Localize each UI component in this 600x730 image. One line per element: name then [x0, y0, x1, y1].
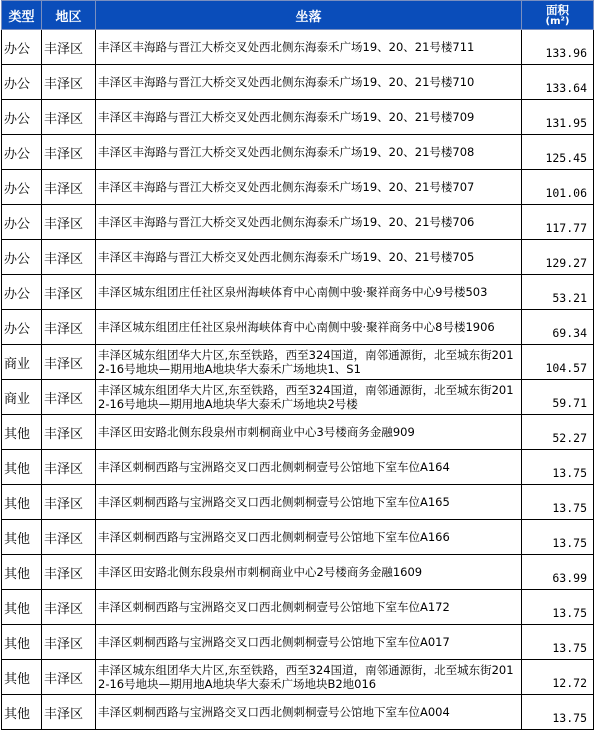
header-area: [522, 1, 594, 30]
cell-type: 办公: [2, 30, 42, 65]
cell-type: 其他: [2, 450, 42, 485]
cell-district: 丰泽区: [42, 380, 96, 415]
cell-type: 其他: [2, 590, 42, 625]
cell-type: 其他: [2, 520, 42, 555]
cell-location: 丰泽区丰海路与晋江大桥交叉处西北侧东海泰禾广场19、20、21号楼708: [96, 135, 522, 170]
cell-district: 丰泽区: [42, 345, 96, 380]
table-header-row: [2, 1, 594, 30]
table-row: [2, 100, 594, 135]
cell-type: 办公: [2, 275, 42, 310]
table-row: [2, 450, 594, 485]
cell-location: 丰泽区丰海路与晋江大桥交叉处西北侧东海泰禾广场19、20、21号楼705: [96, 240, 522, 275]
cell-district: 丰泽区: [42, 450, 96, 485]
cell-location: 丰泽区刺桐西路与宝洲路交叉口西北侧刺桐壹号公馆地下室车位A166: [96, 520, 522, 555]
cell-area: 69.34: [522, 310, 594, 345]
cell-district: 丰泽区: [42, 555, 96, 590]
table-row: [2, 625, 594, 660]
cell-area: 52.27: [522, 415, 594, 450]
cell-location: 丰泽区田安路北侧东段泉州市刺桐商业中心2号楼商务金融1609: [96, 555, 522, 590]
cell-location: 丰泽区刺桐西路与宝洲路交叉口西北侧刺桐壹号公馆地下室车位A165: [96, 485, 522, 520]
cell-type: 商业: [2, 380, 42, 415]
cell-district: 丰泽区: [42, 205, 96, 240]
cell-area: 13.75: [522, 590, 594, 625]
header-area-label: 面积: [546, 2, 569, 17]
property-table: [1, 0, 594, 730]
header-area-unit: (m²): [545, 15, 570, 27]
cell-location: 丰泽区刺桐西路与宝洲路交叉口西北侧刺桐壹号公馆地下室车位A164: [96, 450, 522, 485]
table-row: [2, 590, 594, 625]
cell-area: 101.06: [522, 170, 594, 205]
table-row: [2, 135, 594, 170]
cell-location: 丰泽区丰海路与晋江大桥交叉处西北侧东海泰禾广场19、20、21号楼707: [96, 170, 522, 205]
header-district: 地区: [42, 1, 96, 30]
cell-area: 63.99: [522, 555, 594, 590]
cell-district: 丰泽区: [42, 170, 96, 205]
cell-district: 丰泽区: [42, 65, 96, 100]
cell-type: 其他: [2, 485, 42, 520]
cell-area: 13.75: [522, 695, 594, 730]
table-row: [2, 65, 594, 100]
cell-area: 13.75: [522, 520, 594, 555]
cell-type: 其他: [2, 695, 42, 730]
cell-location: 丰泽区城东组团华大片区,东至铁路，西至324国道，南邻通源街，北至城东街2012-16号地块—期用地A地块华大泰禾广场地块2号楼: [96, 380, 522, 415]
table-row: [2, 240, 594, 275]
cell-location: 丰泽区刺桐西路与宝洲路交叉口西北侧刺桐壹号公馆地下室车位A172: [96, 590, 522, 625]
cell-district: 丰泽区: [42, 240, 96, 275]
cell-location: 丰泽区田安路北侧东段泉州市刺桐商业中心3号楼商务金融909: [96, 415, 522, 450]
cell-type: 办公: [2, 100, 42, 135]
header-location: 坐落: [96, 1, 522, 30]
cell-district: 丰泽区: [42, 30, 96, 65]
cell-type: 商业: [2, 345, 42, 380]
cell-district: 丰泽区: [42, 695, 96, 730]
cell-location: 丰泽区城东组团庄任社区泉州海峡体育中心南侧中骏·聚祥商务中心9号楼503: [96, 275, 522, 310]
cell-type: 其他: [2, 415, 42, 450]
table-row: [2, 30, 594, 65]
table-row: [2, 415, 594, 450]
cell-location: 丰泽区丰海路与晋江大桥交叉处西北侧东海泰禾广场19、20、21号楼710: [96, 65, 522, 100]
table-row: [2, 520, 594, 555]
cell-area: 12.72: [522, 660, 594, 695]
cell-location: 丰泽区城东组团华大片区,东至铁路，西至324国道，南邻通源街，北至城东街2012-16号地块—期用地A地块华大泰禾广场地块B2地016: [96, 660, 522, 695]
cell-area: 13.75: [522, 485, 594, 520]
table-body: [2, 30, 594, 730]
cell-area: 117.77: [522, 205, 594, 240]
cell-type: 其他: [2, 625, 42, 660]
cell-type: 其他: [2, 555, 42, 590]
cell-area: 13.75: [522, 450, 594, 485]
cell-type: 办公: [2, 65, 42, 100]
cell-district: 丰泽区: [42, 660, 96, 695]
cell-district: 丰泽区: [42, 625, 96, 660]
cell-district: 丰泽区: [42, 275, 96, 310]
table-row: [2, 205, 594, 240]
cell-area: 131.95: [522, 100, 594, 135]
cell-type: 其他: [2, 660, 42, 695]
cell-district: 丰泽区: [42, 310, 96, 345]
cell-district: 丰泽区: [42, 415, 96, 450]
cell-type: 办公: [2, 240, 42, 275]
cell-district: 丰泽区: [42, 100, 96, 135]
cell-district: 丰泽区: [42, 590, 96, 625]
cell-area: 129.27: [522, 240, 594, 275]
cell-district: 丰泽区: [42, 135, 96, 170]
cell-district: 丰泽区: [42, 485, 96, 520]
cell-area: 53.21: [522, 275, 594, 310]
header-type: 类型: [2, 1, 42, 30]
cell-area: 104.57: [522, 345, 594, 380]
cell-location: 丰泽区刺桐西路与宝洲路交叉口西北侧刺桐壹号公馆地下室车位A004: [96, 695, 522, 730]
cell-type: 办公: [2, 135, 42, 170]
cell-district: 丰泽区: [42, 520, 96, 555]
cell-area: 125.45: [522, 135, 594, 170]
cell-location: 丰泽区丰海路与晋江大桥交叉处西北侧东海泰禾广场19、20、21号楼706: [96, 205, 522, 240]
cell-area: 133.64: [522, 65, 594, 100]
table-row: [2, 695, 594, 730]
cell-type: 办公: [2, 170, 42, 205]
cell-type: 办公: [2, 205, 42, 240]
table-row: [2, 660, 594, 695]
cell-location: 丰泽区丰海路与晋江大桥交叉处西北侧东海泰禾广场19、20、21号楼711: [96, 30, 522, 65]
table-row: [2, 380, 594, 415]
cell-location: 丰泽区丰海路与晋江大桥交叉处西北侧东海泰禾广场19、20、21号楼709: [96, 100, 522, 135]
table-row: [2, 345, 594, 380]
cell-area: 13.75: [522, 625, 594, 660]
table-row: [2, 485, 594, 520]
table-row: [2, 170, 594, 205]
cell-location: 丰泽区城东组团华大片区,东至铁路，西至324国道，南邻通源街，北至城东街2012-16号地块—期用地A地块华大泰禾广场地块1、S1: [96, 345, 522, 380]
cell-location: 丰泽区刺桐西路与宝洲路交叉口西北侧刺桐壹号公馆地下室车位A017: [96, 625, 522, 660]
cell-area: 59.71: [522, 380, 594, 415]
table-row: [2, 275, 594, 310]
table-row: [2, 555, 594, 590]
cell-area: 133.96: [522, 30, 594, 65]
cell-type: 办公: [2, 310, 42, 345]
cell-location: 丰泽区城东组团庄任社区泉州海峡体育中心南侧中骏·聚祥商务中心8号楼1906: [96, 310, 522, 345]
table-row: [2, 310, 594, 345]
